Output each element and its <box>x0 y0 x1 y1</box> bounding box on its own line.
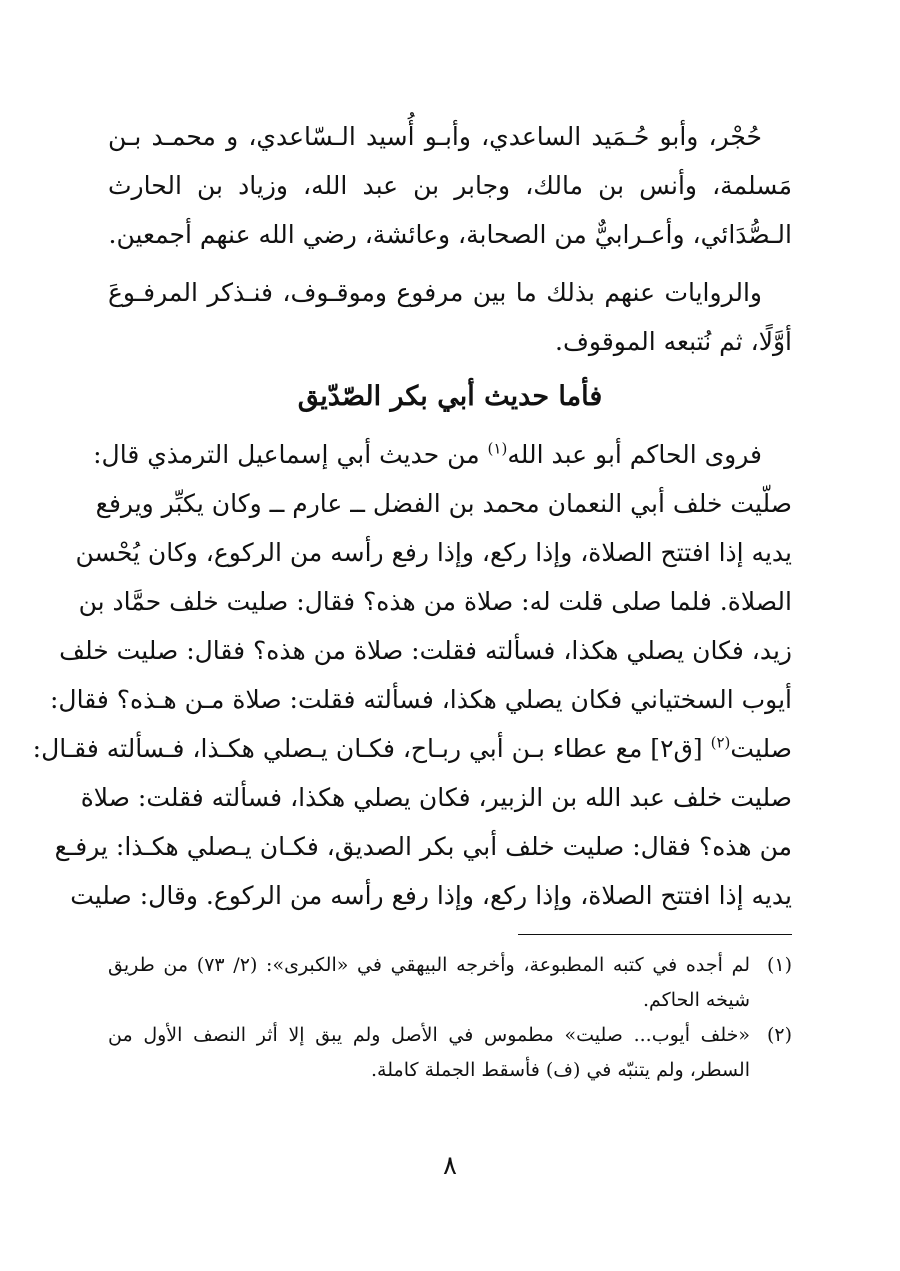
text-segment: يديه إذا افتتح الصلاة، وإذا ركع، وإذا رفع رأسه من الركوع، وكان يُحْسن <box>75 538 792 567</box>
footnote-text: «خلف أيوب... صليت» مطموس في الأصل ولم يبق إلا أثر النصف الأول من السطر، ولم يتنبّه في (ف) فأسقط الجملة كاملة. <box>108 1024 750 1081</box>
text-segment: [ق٢] مع عطاء بـن أبي ربـاح، فكـان يـصلي هكـذا، فـسألته فقـال: <box>32 734 711 763</box>
section-heading: فأما حديث أبي بكر الصّدّيق <box>297 381 603 412</box>
text-line <box>80 773 792 822</box>
footnote-ref-1[interactable]: (١) <box>487 439 508 458</box>
text-line <box>49 675 792 724</box>
footnote-2 <box>108 1018 792 1088</box>
footnote-number: (٢) <box>766 1024 792 1046</box>
text-segment: أيوب السختياني فكان يصلي هكذا، فسألته فقلت: صلاة مـن هـذه؟ فقال: <box>49 685 792 714</box>
footnote-number: (١) <box>766 954 792 976</box>
text-segment: صلّيت خلف أبي النعمان محمد بن الفضل ــ عارم ــ وكان يكبِّر ويرفع <box>95 489 792 518</box>
hadith-text <box>32 430 792 920</box>
text-line <box>78 577 792 626</box>
footnote-divider <box>518 934 792 935</box>
narrations-paragraph: والروايات عنهم بذلك ما بين مرفوع وموقـوف، فنـذكر المرفـوعَ أوَّلًا، ثم نُتبعه الموقوف. <box>108 278 792 356</box>
text-line <box>32 724 792 773</box>
text-line <box>70 871 792 920</box>
text-segment: صليت <box>730 734 792 763</box>
text-segment: من هذه؟ فقال: صليت خلف أبي بكر الصديق، فكـان يـصلي هكـذا: يرفـع <box>54 832 792 861</box>
text-line <box>59 626 792 675</box>
text-line <box>54 822 792 871</box>
text-line <box>75 528 792 577</box>
text-segment: يديه إذا افتتح الصلاة، وإذا ركع، وإذا رفع رأسه من الركوع. وقال: صليت <box>70 881 792 910</box>
text-line <box>95 479 792 528</box>
text-line <box>93 430 792 479</box>
text-segment: صليت خلف عبد الله بن الزبير، فكان يصلي هكذا، فسألته فقلت: صلاة <box>80 783 792 812</box>
footnote-text: لم أجده في كتبه المطبوعة، وأخرجه البيهقي في «الكبرى»: (٢/ ٧٣) من طريق شيخه الحاكم. <box>108 954 751 1011</box>
page-number: ٨ <box>443 1151 457 1181</box>
text-segment: من حديث أبي إسماعيل الترمذي قال: <box>93 440 488 469</box>
text-segment: زيد، فكان يصلي هكذا، فسألته فقلت: صلاة من هذه؟ فقال: صليت خلف <box>59 636 792 665</box>
footnote-ref-2[interactable]: (٢) <box>710 733 731 752</box>
text-segment: الصلاة. فلما صلى قلت له: صلاة من هذه؟ فقال: صليت خلف حمَّاد بن <box>78 587 792 616</box>
footnote-1 <box>108 948 792 1018</box>
opening-paragraph: حُجْر، وأبو حُـمَيد الساعدي، وأبـو أُسيد الـسّاعدي، و محمـد بـن مَسلمة، وأنس بن مالك، وجابر بن عبد الله، وزياد بن الحارث الـصُّدَائي، وأعـرابيٌّ من الصحابة، وعائشة، رضي الله عنهم أجمعين. <box>108 122 792 249</box>
text-segment: فروى الحاكم أبو عبد الله <box>507 440 762 469</box>
footnotes <box>108 948 792 1088</box>
